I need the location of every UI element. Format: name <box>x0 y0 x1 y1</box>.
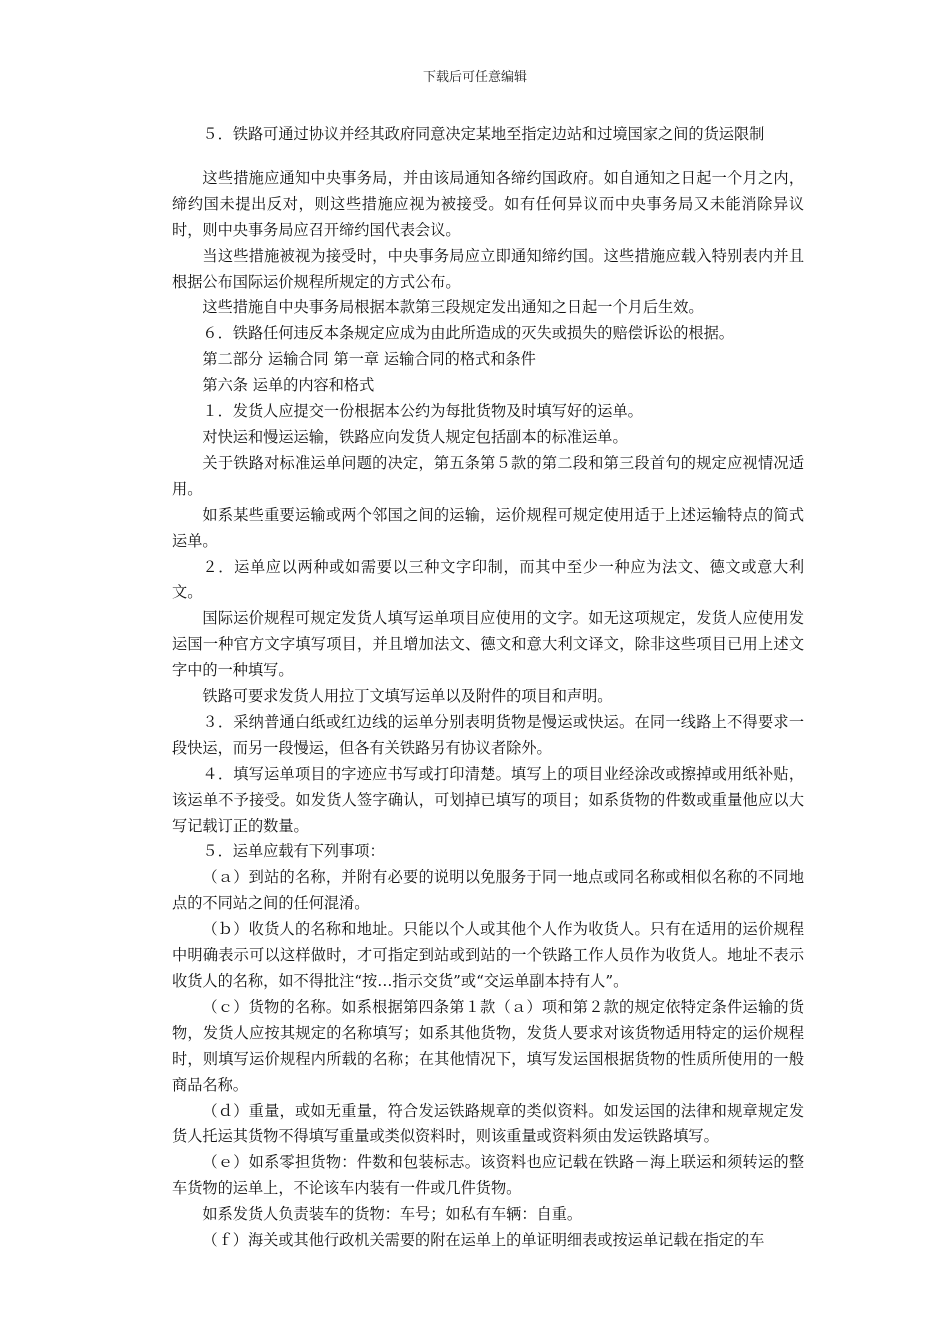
paragraph-decision-application: 关于铁路对标准运单问题的决定，第五条第５款的第二段和第三段首句的规定应视情况适用。 <box>172 453 804 498</box>
paragraph-effective-date: 这些措施自中央事务局根据本款第三段规定发出通知之日起一个月后生效。 <box>202 298 704 317</box>
list-item-e-packages: （ｅ）如系零担货物：件数和包装标志。该资料也应记载在铁路－海上联运和须转运的整车货物的运单上，不论该车内装有一件或几件货物。 <box>172 1153 804 1198</box>
paragraph-wagon-number: 如系发货人负责装车的货物：车号；如私有车辆：自重。 <box>202 1205 583 1224</box>
paragraph-5-required-items: ５．运单应载有下列事项： <box>202 842 385 861</box>
paragraph-4-legibility: ４．填写运单项目的字迹应书写或打印清楚。填写上的项目业经涂改或擦掉或用纸补贴，该运单不予接受。如发货人签字确认，可划掉已填写的项目；如系货物的件数或重量他应以大写记载订正的数量。 <box>172 764 804 835</box>
list-item-a-destination: （ａ）到站的名称，并附有必要的说明以免服务于同一地点或同名称或相似名称的不同地点的不同站之间的任何混淆。 <box>172 868 804 913</box>
document-body <box>172 122 804 1254</box>
paragraph-acceptance: 当这些措施被视为接受时，中央事务局应立即通知缔约国。这些措施应载入特别表内并且根据公布国际运价规程所规定的方式公布。 <box>172 246 804 291</box>
page-header: 下载后可任意编辑 <box>422 70 527 85</box>
paragraph-6-violation: ６．铁路任何违反本条规定应成为由此所造成的灭失或损失的赔偿诉讼的根据。 <box>202 324 734 343</box>
article-heading-6: 第六条 运单的内容和格式 <box>202 376 375 395</box>
list-item-f-documents: （ｆ）海关或其他行政机关需要的附在运单上的单证明细表或按运单记载在指定的车 <box>202 1231 765 1250</box>
list-item-d-weight: （ｄ）重量，或如无重量，符合发运铁路规章的类似资料。如发运国的法律和规章规定发货人托运其货物不得填写重量或类似资料时，则该重量或资料须由发运铁路填写。 <box>172 1101 804 1146</box>
paragraph-standard-note: 对快运和慢运运输，铁路应向发货人规定包括副本的标准运单。 <box>202 427 628 446</box>
list-item-b-consignee: （ｂ）收货人的名称和地址。只能以个人或其他个人作为收货人。只有在适用的运价规程中明确表示可以这样做时，才可指定到站或到站的一个铁路工作人员作为收货人。地址不表示收货人的名称，如不得批注“按…指示交货”或“交运单副本持有人”。 <box>172 920 804 990</box>
paragraph-5-freight-restriction: ５．铁路可通过协议并经其政府同意决定某地至指定边站和过境国家之间的货运限制 <box>202 125 765 143</box>
paragraph-1-consignment-note: １．发货人应提交一份根据本公约为每批货物及时填写好的运单。 <box>202 402 643 421</box>
paragraph-3-paper-type: ３．采纳普通白纸或红边线的运单分别表明货物是慢运或快运。在同一线路上不得要求一段快运，而另一段慢运，但各有关铁路另有协议者除外。 <box>172 712 804 757</box>
paragraph-notification: 这些措施应通知中央事务局，并由该局通知各缔约国政府。如自通知之日起一个月之内，缔约国未提出反对，则这些措施应视为被接受。如有任何异议而中央事务局又未能消除异议时，则中央事务局应召开缔约国代表会议。 <box>172 168 804 239</box>
list-item-c-goods-name: （ｃ）货物的名称。如系根据第四条第１款（ａ）项和第２款的规定依特定条件运输的货物，发货人应按其规定的名称填写；如系其他货物，发货人要求对该货物适用特定的运价规程时，则填写运价规程内所载的名称；在其他情况下，填写发运国根据货物的性质所使用的一般商品名称。 <box>172 997 804 1094</box>
paragraph-tariff-language: 国际运价规程可规定发货人填写运单项目应使用的文字。如无这项规定，发货人应使用发运国一种官方文字填写项目，并且增加法文、德文和意大利文译文，除非这些项目已用上述文字中的一种填写。 <box>172 609 804 680</box>
paragraph-latin-script: 铁路可要求发货人用拉丁文填写运单以及附件的项目和声明。 <box>202 687 613 706</box>
paragraph-simplified-note: 如系某些重要运输或两个邻国之间的运输，运价规程可规定使用适于上述运输特点的简式运单。 <box>172 505 804 550</box>
section-heading-part-two: 第二部分 运输合同 第一章 运输合同的格式和条件 <box>202 350 536 369</box>
paragraph-2-languages: ２．运单应以两种或如需要以三种文字印制，而其中至少一种应为法文、德文或意大利文。 <box>172 557 804 602</box>
